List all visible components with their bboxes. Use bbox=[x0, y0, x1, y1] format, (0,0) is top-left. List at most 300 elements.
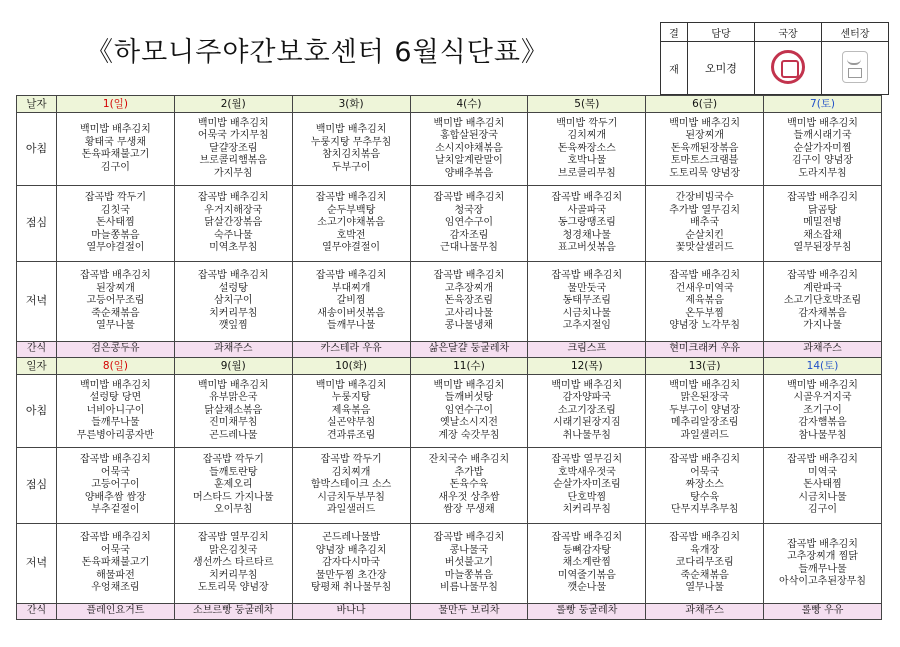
week1-lunch-cell bbox=[292, 186, 410, 262]
menu-item: 홍합살된장국 bbox=[439, 130, 498, 142]
menu-item: 소고기장조림 bbox=[557, 404, 616, 416]
menu-item: 돈육장조림 bbox=[444, 295, 494, 307]
week2-day-header: 11(수) bbox=[410, 358, 528, 375]
menu-item: 잡곡밥 배추김치 bbox=[787, 270, 858, 282]
week1-day-header: 2(월) bbox=[174, 96, 292, 113]
menu-item: 두부구이 bbox=[331, 161, 371, 173]
menu-item: 메밀전병 bbox=[803, 217, 842, 229]
menu-item: 표고버섯볶음 bbox=[557, 242, 616, 254]
approval-side-top: 결 bbox=[661, 23, 688, 42]
week2-corner-label: 일자 bbox=[17, 358, 57, 375]
menu-item: 김구이 양념장 bbox=[791, 155, 854, 167]
week1-breakfast-cell bbox=[174, 113, 292, 186]
menu-item: 등뼈감자탕 bbox=[562, 544, 611, 556]
menu-item: 백미밥 배추김치 bbox=[315, 379, 387, 391]
menu-item: 잡곡밥 열무김치 bbox=[197, 532, 269, 544]
menu-item: 김칫국 bbox=[100, 204, 130, 216]
week1-lunch-cell bbox=[528, 186, 646, 262]
week1-day-header: 4(수) bbox=[410, 96, 528, 113]
menu-item: 백미밥 배추김치 bbox=[197, 117, 269, 129]
menu-item: 해물파전 bbox=[96, 569, 135, 581]
menu-item: 잡곡밥 배추김치 bbox=[315, 192, 387, 204]
approval-side-bottom: 재 bbox=[661, 42, 688, 95]
menu-item: 부추겉절이 bbox=[91, 504, 140, 516]
menu-item: 가지무침 bbox=[213, 167, 253, 179]
menu-item: 순두부백탕 bbox=[326, 204, 376, 216]
week1-snack-cell: 검은콩두유 bbox=[57, 342, 175, 358]
menu-item: 미역국 bbox=[808, 466, 838, 478]
menu-item: 짜장소스 bbox=[685, 479, 724, 491]
week1-lunch-cell bbox=[764, 186, 882, 262]
menu-item: 깻잎찜 bbox=[218, 320, 248, 332]
menu-item: 버섯불고기 bbox=[444, 557, 494, 569]
menu-item: 계란파국 bbox=[803, 282, 842, 294]
menu-item: 임연수구이 bbox=[444, 217, 494, 229]
week2-day-header-row bbox=[17, 358, 882, 375]
menu-item: 호박새우젓국 bbox=[557, 466, 616, 478]
menu-item: 마늘쫑볶음 bbox=[91, 229, 140, 241]
menu-item: 잡곡밥 배추김치 bbox=[433, 532, 505, 544]
week1-day-header: 5(목) bbox=[528, 96, 646, 113]
menu-item: 달걀장조림 bbox=[209, 142, 258, 154]
week1-dinner-cell bbox=[528, 262, 646, 342]
week1-snack-cell: 크림스프 bbox=[528, 342, 646, 358]
menu-item: 백미밥 깍두기 bbox=[556, 117, 618, 129]
menu-item: 잡곡밥 배추김치 bbox=[80, 454, 151, 466]
week2-snack-cell: 롤빵 우유 bbox=[764, 604, 882, 620]
menu-item: 도라지무침 bbox=[798, 167, 847, 179]
menu-item: 닭살간장볶음 bbox=[204, 217, 263, 229]
approval-seal-cell bbox=[755, 42, 822, 95]
menu-item: 미역줄기볶음 bbox=[557, 569, 616, 581]
menu-item: 동태무조림 bbox=[562, 295, 611, 307]
menu-item: 열무야결절이 bbox=[322, 242, 381, 254]
week2-snack-cell: 롤빵 둥굴레차 bbox=[528, 604, 646, 620]
week1-breakfast-label: 아침 bbox=[17, 113, 57, 186]
menu-item: 시골우거지국 bbox=[793, 392, 852, 404]
menu-item: 들깨무나물 bbox=[326, 320, 376, 332]
menu-item: 호박나물 bbox=[567, 155, 607, 167]
menu-item: 잡곡밥 배추김치 bbox=[433, 270, 505, 282]
menu-item: 잡곡밥 열무김치 bbox=[551, 454, 623, 466]
menu-item: 삼치구이 bbox=[213, 295, 253, 307]
menu-item: 메추리알장조림 bbox=[670, 417, 739, 429]
menu-item: 단호박찜 bbox=[567, 491, 607, 503]
menu-item: 열무나물 bbox=[685, 582, 724, 594]
menu-item: 잡곡밥 배추김치 bbox=[551, 192, 623, 204]
menu-item: 소고기야채볶음 bbox=[317, 217, 385, 229]
week1-breakfast-cell bbox=[292, 113, 410, 186]
week1-lunch-cell bbox=[410, 186, 528, 262]
menu-item: 어묵국 가지무침 bbox=[197, 130, 269, 142]
menu-item: 브로콜리무침 bbox=[557, 167, 616, 179]
week1-dinner-cell bbox=[292, 262, 410, 342]
menu-item: 곤드레나물밥 bbox=[322, 532, 381, 544]
menu-item: 유부맑은국 bbox=[209, 392, 258, 404]
menu-item: 제육볶음 bbox=[331, 404, 371, 416]
menu-item: 함박스테이크 소스 bbox=[310, 479, 392, 491]
menu-item: 돈사태찜 bbox=[803, 479, 842, 491]
menu-item: 잡곡밥 배추김치 bbox=[197, 270, 269, 282]
week2-dinner-cell bbox=[646, 524, 764, 604]
week2-snack-cell: 플레인요거트 bbox=[57, 604, 175, 620]
week1-snack-cell: 삶은달걀 둥굴레차 bbox=[410, 342, 528, 358]
week2-snack-cell: 물만두 보리차 bbox=[410, 604, 528, 620]
week2-dinner-row bbox=[17, 524, 882, 604]
menu-item: 곤드레나물 bbox=[209, 429, 258, 441]
menu-item: 채소계란찜 bbox=[562, 557, 611, 569]
menu-item: 백미밥 배추김치 bbox=[551, 379, 623, 391]
approval-staff-name: 오미경 bbox=[688, 42, 755, 95]
week2-lunch-cell bbox=[292, 448, 410, 524]
menu-item: 마늘쫑볶음 bbox=[444, 569, 494, 581]
week2-snack-cell: 과채주스 bbox=[646, 604, 764, 620]
week2-day-header: 12(목) bbox=[528, 358, 646, 375]
menu-item: 참나물무침 bbox=[798, 429, 847, 441]
menu-item: 감자양파국 bbox=[562, 392, 611, 404]
menu-item: 치커리무침 bbox=[562, 504, 611, 516]
week2-breakfast-cell bbox=[410, 375, 528, 448]
signature-stamp-icon bbox=[842, 51, 868, 83]
week2-lunch-cell bbox=[528, 448, 646, 524]
menu-item: 추가밥 열무김치 bbox=[669, 204, 741, 216]
week1-lunch-label: 점심 bbox=[17, 186, 57, 262]
menu-item: 미역초무침 bbox=[209, 242, 258, 254]
menu-item: 고추장찌개 bbox=[444, 282, 494, 294]
menu-item: 콩나물냉채 bbox=[444, 320, 494, 332]
menu-item: 감자다시마국 bbox=[322, 557, 381, 569]
approval-role-director: 국장 bbox=[755, 23, 822, 42]
menu-item: 소고기단호박조림 bbox=[783, 295, 862, 307]
menu-item: 우엉채조림 bbox=[91, 582, 140, 594]
week1-corner-label: 날자 bbox=[17, 96, 57, 113]
menu-item: 실곤약무침 bbox=[326, 417, 376, 429]
menu-item: 우거지해장국 bbox=[204, 204, 263, 216]
menu-item: 감자햄볶음 bbox=[798, 417, 847, 429]
menu-item: 코다리무조림 bbox=[675, 557, 734, 569]
menu-item: 어묵국 bbox=[100, 544, 130, 556]
menu-item: 물만두찜 초간장 bbox=[315, 569, 387, 581]
menu-item: 건새우미역국 bbox=[675, 282, 734, 294]
week1-day-header: 7(토) bbox=[764, 96, 882, 113]
menu-item: 청국장 bbox=[454, 204, 484, 216]
menu-item: 새우젓 상추쌈 bbox=[438, 491, 500, 503]
menu-item: 잡곡밥 배추김치 bbox=[197, 192, 269, 204]
menu-item: 누룽지탕 무추무침 bbox=[310, 136, 392, 148]
menu-item: 시래기된장지짐 bbox=[552, 417, 621, 429]
menu-item: 순살가자미찜 bbox=[793, 142, 852, 154]
menu-item: 취나물무침 bbox=[562, 429, 611, 441]
menu-item: 조기구이 bbox=[803, 404, 842, 416]
menu-item: 돈육짜장소스 bbox=[557, 142, 616, 154]
menu-item: 백미밥 배추김치 bbox=[433, 117, 505, 129]
menu-item: 시금치두부무침 bbox=[317, 491, 385, 503]
menu-item: 양배추볶음 bbox=[444, 167, 494, 179]
week2-lunch-cell bbox=[57, 448, 175, 524]
menu-item: 잡곡밥 배추김치 bbox=[551, 532, 623, 544]
menu-item: 동그랑땡조림 bbox=[557, 217, 616, 229]
week2-snack-cell: 바나나 bbox=[292, 604, 410, 620]
menu-item: 고추장찌개 찜닭 bbox=[787, 551, 858, 562]
menu-item: 된장찌개 bbox=[685, 130, 724, 142]
menu-item: 쌈장 무생채 bbox=[443, 504, 495, 516]
week1-dinner-row bbox=[17, 262, 882, 342]
week1-day-header-row bbox=[17, 96, 882, 113]
menu-item: 갈비찜 bbox=[336, 295, 366, 307]
week2-day-header: 13(금) bbox=[646, 358, 764, 375]
week1-dinner-cell bbox=[646, 262, 764, 342]
week1-dinner-cell bbox=[410, 262, 528, 342]
menu-item: 황태국 무생채 bbox=[84, 136, 146, 148]
menu-item: 잡곡밥 깍두기 bbox=[320, 454, 382, 466]
menu-item: 단무지부추무침 bbox=[670, 504, 739, 516]
menu-item: 잡곡밥 배추김치 bbox=[669, 454, 741, 466]
week1-snack-cell: 과채주스 bbox=[174, 342, 292, 358]
menu-item: 죽순채볶음 bbox=[91, 307, 140, 319]
menu-item: 맑은된장국 bbox=[680, 392, 729, 404]
menu-item: 누룽지탕 bbox=[331, 392, 371, 404]
menu-item: 잡곡밥 배추김치 bbox=[433, 192, 505, 204]
menu-item: 백미밥 배추김치 bbox=[787, 379, 858, 391]
week2-breakfast-cell bbox=[174, 375, 292, 448]
menu-item: 추가밥 bbox=[454, 466, 484, 478]
week1-lunch-row bbox=[17, 186, 882, 262]
week1-dinner-cell bbox=[174, 262, 292, 342]
menu-item: 날치알계란말이 bbox=[435, 155, 503, 167]
week2-breakfast-cell bbox=[646, 375, 764, 448]
menu-item: 백미밥 배추김치 bbox=[669, 117, 741, 129]
menu-item: 훈제오리 bbox=[213, 479, 253, 491]
menu-item: 설렁탕 bbox=[218, 282, 248, 294]
week2-breakfast-cell bbox=[764, 375, 882, 448]
week1-breakfast-cell bbox=[764, 113, 882, 186]
week1-day-header: 6(금) bbox=[646, 96, 764, 113]
menu-item: 임연수구이 bbox=[444, 404, 494, 416]
menu-item: 너비아니구이 bbox=[86, 404, 145, 416]
week2-snack-cell: 소브르빵 둥굴레차 bbox=[174, 604, 292, 620]
menu-item: 김구이 bbox=[808, 504, 838, 516]
week2-day-header: 14(토) bbox=[764, 358, 882, 375]
menu-item: 가지나물 bbox=[803, 320, 842, 332]
menu-item: 열무야결절이 bbox=[86, 242, 145, 254]
menu-item: 새송이버섯볶음 bbox=[317, 307, 385, 319]
week2-day-header: 8(일) bbox=[57, 358, 175, 375]
menu-item: 잔치국수 배추김치 bbox=[428, 454, 510, 466]
menu-item: 잡곡밥 배추김치 bbox=[787, 538, 858, 550]
menu-item: 백미밥 배추김치 bbox=[80, 124, 151, 135]
menu-item: 백미밥 배추김치 bbox=[197, 379, 269, 391]
week2-dinner-cell bbox=[292, 524, 410, 604]
menu-item: 어묵국 bbox=[690, 466, 720, 478]
menu-item: 들깨버섯탕 bbox=[444, 392, 494, 404]
menu-item: 참치김치볶음 bbox=[322, 149, 381, 160]
menu-item: 감자조림 bbox=[449, 229, 489, 241]
menu-item: 과일샐러드 bbox=[326, 504, 376, 516]
menu-item: 고추지절임 bbox=[562, 320, 611, 332]
menu-item: 죽순채볶음 bbox=[680, 569, 729, 581]
week2-snack-row bbox=[17, 604, 882, 620]
menu-item: 소시지야채볶음 bbox=[435, 142, 503, 154]
menu-item: 배추국 bbox=[690, 217, 720, 229]
week1-snack-cell: 과채주스 bbox=[764, 342, 882, 358]
menu-item: 견과류조림 bbox=[326, 429, 376, 441]
week1-dinner-cell bbox=[57, 262, 175, 342]
menu-item: 감자채볶음 bbox=[798, 307, 847, 319]
menu-item: 잡곡밥 배추김치 bbox=[669, 532, 741, 544]
menu-item: 부대찌개 bbox=[331, 282, 371, 294]
week2-dinner-cell bbox=[764, 524, 882, 604]
week1-lunch-cell bbox=[174, 186, 292, 262]
menu-item: 잡곡밥 배추김치 bbox=[80, 270, 151, 282]
menu-item: 고등어무조림 bbox=[86, 295, 145, 307]
week1-breakfast-cell bbox=[646, 113, 764, 186]
menu-item: 치커리무침 bbox=[209, 569, 258, 581]
menu-item: 간장비빔국수 bbox=[675, 192, 734, 204]
week2-dinner-label: 저녁 bbox=[17, 524, 57, 604]
menu-item: 토마토스크램블 bbox=[670, 155, 739, 167]
menu-item: 청경채나물 bbox=[562, 229, 611, 241]
menu-item: 열무된장무침 bbox=[793, 242, 852, 254]
week1-dinner-label: 저녁 bbox=[17, 262, 57, 342]
menu-item: 순살가자미조림 bbox=[552, 479, 621, 491]
menu-item: 돈육파채불고기 bbox=[81, 149, 150, 160]
week2-dinner-cell bbox=[57, 524, 175, 604]
week1-snack-cell: 카스테라 우유 bbox=[292, 342, 410, 358]
week1-breakfast-row bbox=[17, 113, 882, 186]
menu-item: 돈육깨된장볶음 bbox=[670, 142, 739, 154]
week1-lunch-cell bbox=[646, 186, 764, 262]
menu-item: 아삭이고추된장무침 bbox=[779, 576, 866, 587]
menu-item: 콩나물국 bbox=[449, 544, 489, 556]
week2-dinner-cell bbox=[528, 524, 646, 604]
week1-breakfast-cell bbox=[410, 113, 528, 186]
week1-breakfast-cell bbox=[528, 113, 646, 186]
menu-item: 고사리나물 bbox=[444, 307, 494, 319]
menu-item: 생선까스 타르타르 bbox=[193, 557, 274, 569]
menu-item: 돈사태찜 bbox=[96, 217, 135, 229]
menu-item: 닭곰탕 bbox=[808, 204, 838, 216]
week2-lunch-cell bbox=[174, 448, 292, 524]
menu-item: 사골파국 bbox=[567, 204, 607, 216]
menu-item: 들깨시래기국 bbox=[793, 130, 852, 142]
menu-item: 들깨무나물 bbox=[91, 417, 140, 429]
menu-item: 무른병아리콩자반 bbox=[76, 429, 155, 441]
menu-item: 잡곡밥 배추김치 bbox=[787, 454, 858, 466]
approval-signature-cell bbox=[822, 42, 889, 95]
menu-item: 도토리묵 양념장 bbox=[669, 167, 741, 179]
menu-item: 호박전 bbox=[336, 229, 366, 241]
menu-title: 《하모니주야간보호센터 6월식단표》 bbox=[86, 37, 549, 68]
week2-breakfast-cell bbox=[292, 375, 410, 448]
menu-item: 잡곡밥 깍두기 bbox=[84, 192, 146, 204]
menu-item: 오이무침 bbox=[213, 504, 253, 516]
menu-item: 백미밥 배추김치 bbox=[669, 379, 741, 391]
week1-snack-cell: 현미크래커 우유 bbox=[646, 342, 764, 358]
menu-item: 백미밥 배추김치 bbox=[315, 124, 387, 135]
approval-role-center-head: 센터장 bbox=[822, 23, 889, 42]
menu-item: 육개장 bbox=[690, 544, 720, 556]
menu-item: 잡곡밥 배추김치 bbox=[80, 532, 151, 544]
week1-day-header: 3(화) bbox=[292, 96, 410, 113]
menu-item: 브로콜리햄볶음 bbox=[199, 155, 268, 167]
week2-dinner-cell bbox=[410, 524, 528, 604]
approval-role-manager: 담당 bbox=[688, 23, 755, 42]
menu-item: 옛날소시지전 bbox=[439, 417, 498, 429]
menu-item: 열무나물 bbox=[96, 320, 135, 332]
menu-item: 시금치나물 bbox=[562, 307, 611, 319]
menu-item: 비름나물무침 bbox=[439, 582, 498, 594]
menu-item: 백미밥 배추김치 bbox=[787, 117, 858, 129]
week2-breakfast-row bbox=[17, 375, 882, 448]
week2-lunch-cell bbox=[646, 448, 764, 524]
menu-item: 근대나물무침 bbox=[439, 242, 498, 254]
menu-item: 들깨토란탕 bbox=[209, 466, 258, 478]
week1-snack-row bbox=[17, 342, 882, 358]
menu-item: 온두부찜 bbox=[685, 307, 724, 319]
week2-lunch-cell bbox=[764, 448, 882, 524]
week2-snack-label: 간식 bbox=[17, 604, 57, 620]
menu-item: 양념장 배추김치 bbox=[315, 544, 387, 556]
menu-item: 채소잡채 bbox=[803, 229, 842, 241]
menu-item: 물만둣국 bbox=[567, 282, 607, 294]
menu-item: 김치찌개 bbox=[331, 466, 371, 478]
week2-breakfast-cell bbox=[57, 375, 175, 448]
menu-item: 탕평채 취나물무침 bbox=[310, 582, 392, 594]
menu-item: 과일샐러드 bbox=[680, 429, 729, 441]
menu-item: 시금치나물 bbox=[798, 491, 847, 503]
menu-item: 제육볶음 bbox=[685, 295, 724, 307]
menu-item: 닭살채소볶음 bbox=[204, 404, 263, 416]
approval-box bbox=[660, 22, 889, 95]
week1-snack-label: 간식 bbox=[17, 342, 57, 358]
menu-item: 양배추쌈 쌈장 bbox=[84, 491, 146, 503]
week1-day-header: 1(일) bbox=[57, 96, 175, 113]
week2-lunch-label: 점심 bbox=[17, 448, 57, 524]
menu-item: 백미밥 배추김치 bbox=[433, 379, 505, 391]
menu-item: 맑은김칫국 bbox=[209, 544, 258, 556]
week1-lunch-cell bbox=[57, 186, 175, 262]
week2-dinner-cell bbox=[174, 524, 292, 604]
menu-item: 숙주나물 bbox=[213, 229, 253, 241]
menu-item: 잡곡밥 배추김치 bbox=[787, 192, 858, 204]
menu-item: 잡곡밥 배추김치 bbox=[551, 270, 623, 282]
week1-breakfast-cell bbox=[57, 113, 175, 186]
seal-stamp-icon bbox=[771, 50, 805, 84]
menu-item: 도토리묵 양념장 bbox=[197, 582, 269, 594]
week2-day-header: 10(화) bbox=[292, 358, 410, 375]
menu-item: 백미밥 배추김치 bbox=[80, 379, 151, 391]
menu-item: 양념장 노각무침 bbox=[669, 320, 741, 332]
menu-item: 된장찌개 bbox=[96, 282, 135, 294]
menu-item: 고등어구이 bbox=[91, 479, 140, 491]
menu-item: 김치찌개 bbox=[567, 130, 607, 142]
menu-item: 돈육파채불고기 bbox=[81, 557, 150, 569]
menu-item: 순살치킨 bbox=[685, 229, 724, 241]
menu-item: 진미채무침 bbox=[209, 417, 258, 429]
menu-item: 탕수육 bbox=[690, 491, 720, 503]
week2-lunch-cell bbox=[410, 448, 528, 524]
menu-item: 머스타드 가지나물 bbox=[193, 491, 274, 503]
week2-day-header: 9(월) bbox=[174, 358, 292, 375]
menu-item: 어묵국 bbox=[100, 466, 130, 478]
week2-breakfast-cell bbox=[528, 375, 646, 448]
menu-item: 돈육수육 bbox=[449, 479, 489, 491]
menu-item: 잡곡밥 깍두기 bbox=[202, 454, 264, 466]
week2-breakfast-label: 아침 bbox=[17, 375, 57, 448]
meal-plan-table bbox=[16, 95, 882, 620]
menu-item: 김구이 bbox=[100, 161, 130, 173]
menu-item: 잡곡밥 배추김치 bbox=[669, 270, 741, 282]
